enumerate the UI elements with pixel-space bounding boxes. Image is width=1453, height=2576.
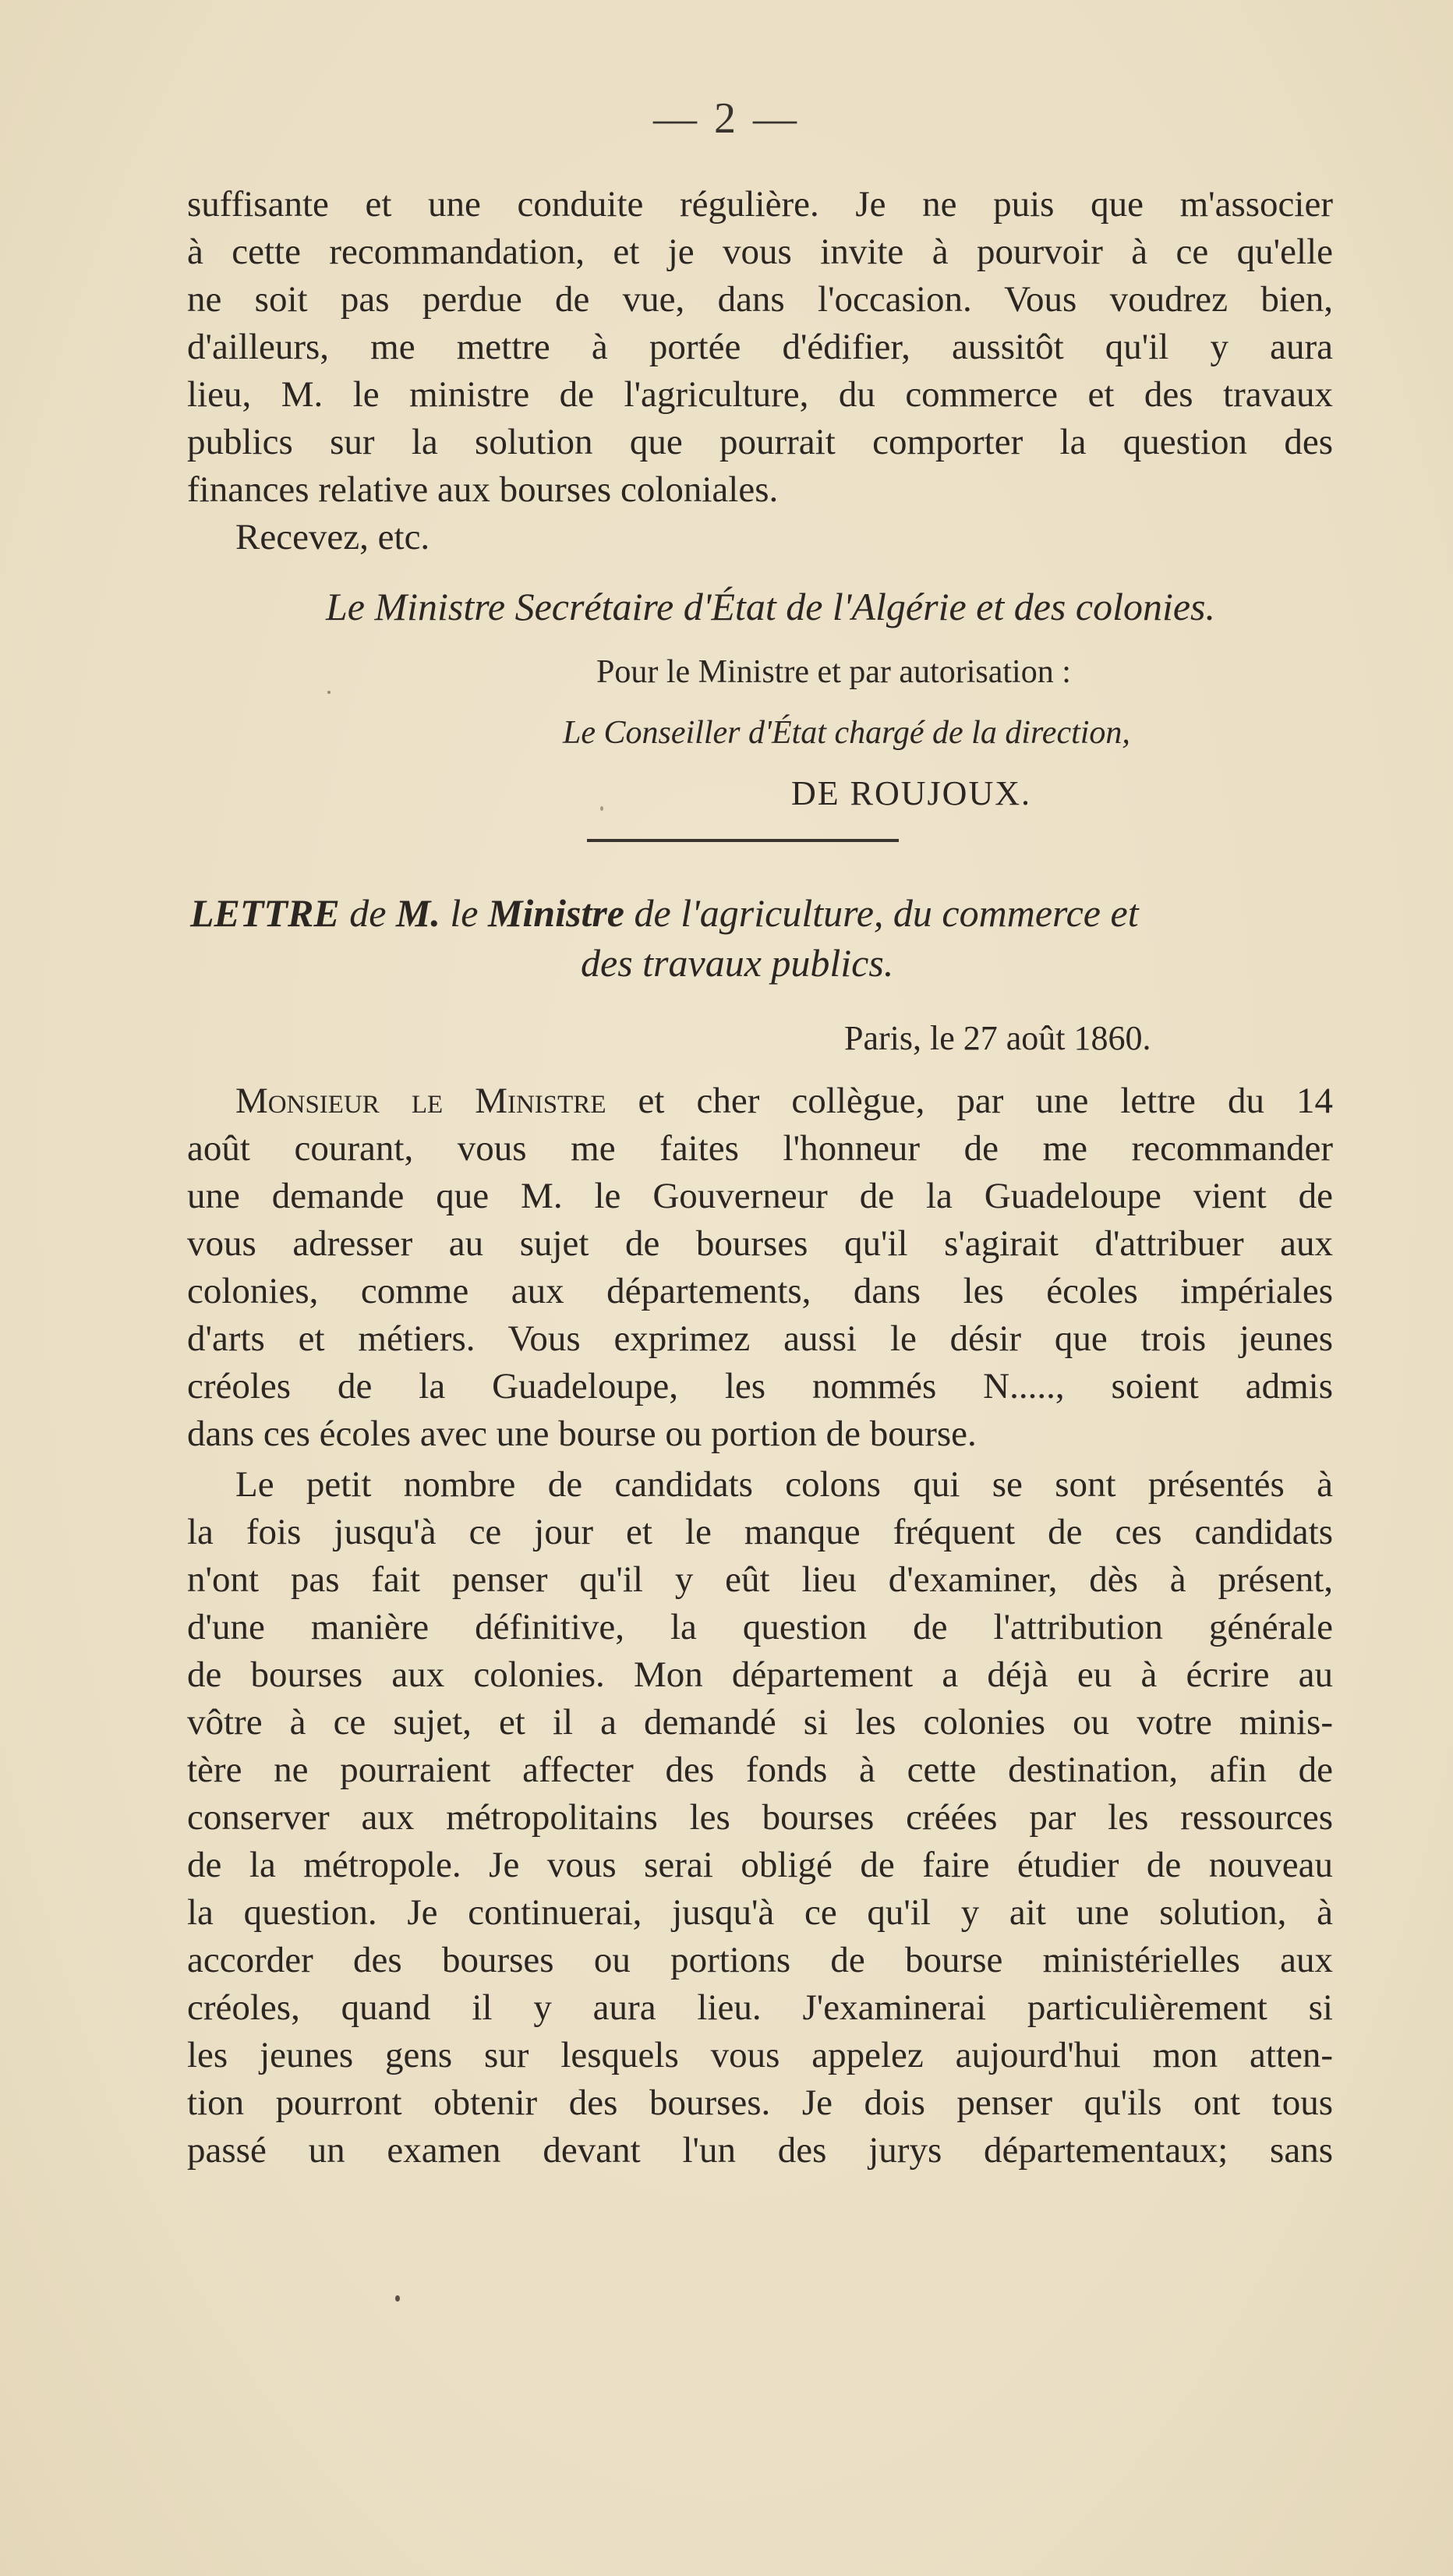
page-number: — 2 — — [653, 94, 800, 143]
text-line: passé un examen devant l'un des jurys départementaux; sans — [187, 2130, 1333, 2171]
heading-text: le — [440, 891, 488, 935]
section-divider — [587, 839, 899, 842]
text-line-rest: et cher collègue, par une lettre du 14 — [606, 1081, 1333, 1121]
salutation: Monsieur le Ministre — [235, 1081, 606, 1121]
dateline: Paris, le 27 août 1860. — [844, 1019, 1151, 1057]
signature-delegation: Pour le Ministre et par autorisation : — [596, 654, 1071, 690]
letter-heading-line2: des travaux publics. — [581, 941, 894, 985]
text-line: ne soit pas perdue de vue, dans l'occasion. Vous voudrez bien, — [187, 279, 1333, 320]
heading-text: de l'agriculture, du commerce et — [624, 891, 1139, 935]
text-line: lieu, M. le ministre de l'agriculture, du commerce et des travaux — [187, 374, 1333, 415]
signature-position: Le Conseiller d'État chargé de la direction, — [563, 715, 1130, 751]
text-line: Le petit nombre de candidats colons qui se sont présentés à — [235, 1464, 1333, 1505]
text-line: les jeunes gens sur lesquels vous appelez aujourd'hui mon atten- — [187, 2035, 1333, 2075]
heading-ministre: Ministre — [487, 891, 625, 935]
text-line: de bourses aux colonies. Mon département a déjà eu à écrire au — [187, 1654, 1333, 1695]
ink-speck — [600, 806, 603, 811]
text-line: créoles de la Guadeloupe, les nommés N....., soient admis — [187, 1366, 1333, 1407]
text-line: à cette recommandation, et je vous invite à pourvoir à ce qu'elle — [187, 232, 1333, 272]
text-line: d'ailleurs, me mettre à portée d'édifier, aussitôt qu'il y aura — [187, 327, 1333, 367]
text-line: la fois jusqu'à ce jour et le manque fréquent de ces candidats — [187, 1512, 1333, 1552]
text-line — [187, 1077, 1333, 1124]
heading-m: M. — [395, 891, 440, 935]
text-line: publics sur la solution que pourrait comporter la question des — [187, 422, 1333, 462]
text-line: d'arts et métiers. Vous exprimez aussi le désir que trois jeunes — [187, 1318, 1333, 1359]
text-line: la question. Je continuerai, jusqu'à ce qu'il y ait une solution, à — [187, 1892, 1333, 1933]
text-line: tion pourront obtenir des bourses. Je dois penser qu'ils ont tous — [187, 2082, 1333, 2123]
text-line: vous adresser au sujet de bourses qu'il s'agirait d'attribuer aux — [187, 1223, 1333, 1264]
text-line: de la métropole. Je vous serai obligé de faire étudier de nouveau — [187, 1845, 1333, 1885]
text-line: dans ces écoles avec une bourse ou portion de bourse. — [187, 1414, 977, 1454]
signatory-name: DE ROUJOUX. — [791, 774, 1031, 812]
text-line: vôtre à ce sujet, et il a demandé si les colonies ou votre minis- — [187, 1702, 1333, 1743]
text-line: créoles, quand il y aura lieu. J'examinerai particulièrement si — [187, 1987, 1333, 2028]
text-line: colonies, comme aux départements, dans les écoles impériales — [187, 1271, 1333, 1311]
text-line: finances relative aux bourses coloniales. — [187, 469, 779, 510]
text-line: conserver aux métropolitains les bourses créées par les ressources — [187, 1797, 1333, 1838]
text-line: une demande que M. le Gouverneur de la Guadeloupe vient de — [187, 1176, 1333, 1216]
text-line: d'une manière définitive, la question de l'attribution générale — [187, 1607, 1333, 1647]
heading-text: de — [339, 891, 396, 935]
text-line: n'ont pas fait penser qu'il y eût lieu d'examiner, dès à présent, — [187, 1559, 1333, 1600]
text-line: tère ne pourraient affecter des fonds à cette destination, afin de — [187, 1750, 1333, 1790]
heading-lettre: LETTRE — [190, 891, 340, 935]
closing-formula: Recevez, etc. — [235, 517, 430, 557]
letter-heading-line1 — [190, 889, 1139, 937]
ink-speck — [395, 2295, 400, 2302]
text-line: suffisante et une conduite régulière. Je ne puis que m'associer — [187, 184, 1333, 225]
text-line: accorder des bourses ou portions de bourse ministérielles aux — [187, 1940, 1333, 1980]
ink-speck — [327, 691, 331, 694]
text-line: août courant, vous me faites l'honneur de me recommander — [187, 1128, 1333, 1169]
signature-title: Le Ministre Secrétaire d'État de l'Algérie et des colonies. — [326, 585, 1216, 628]
